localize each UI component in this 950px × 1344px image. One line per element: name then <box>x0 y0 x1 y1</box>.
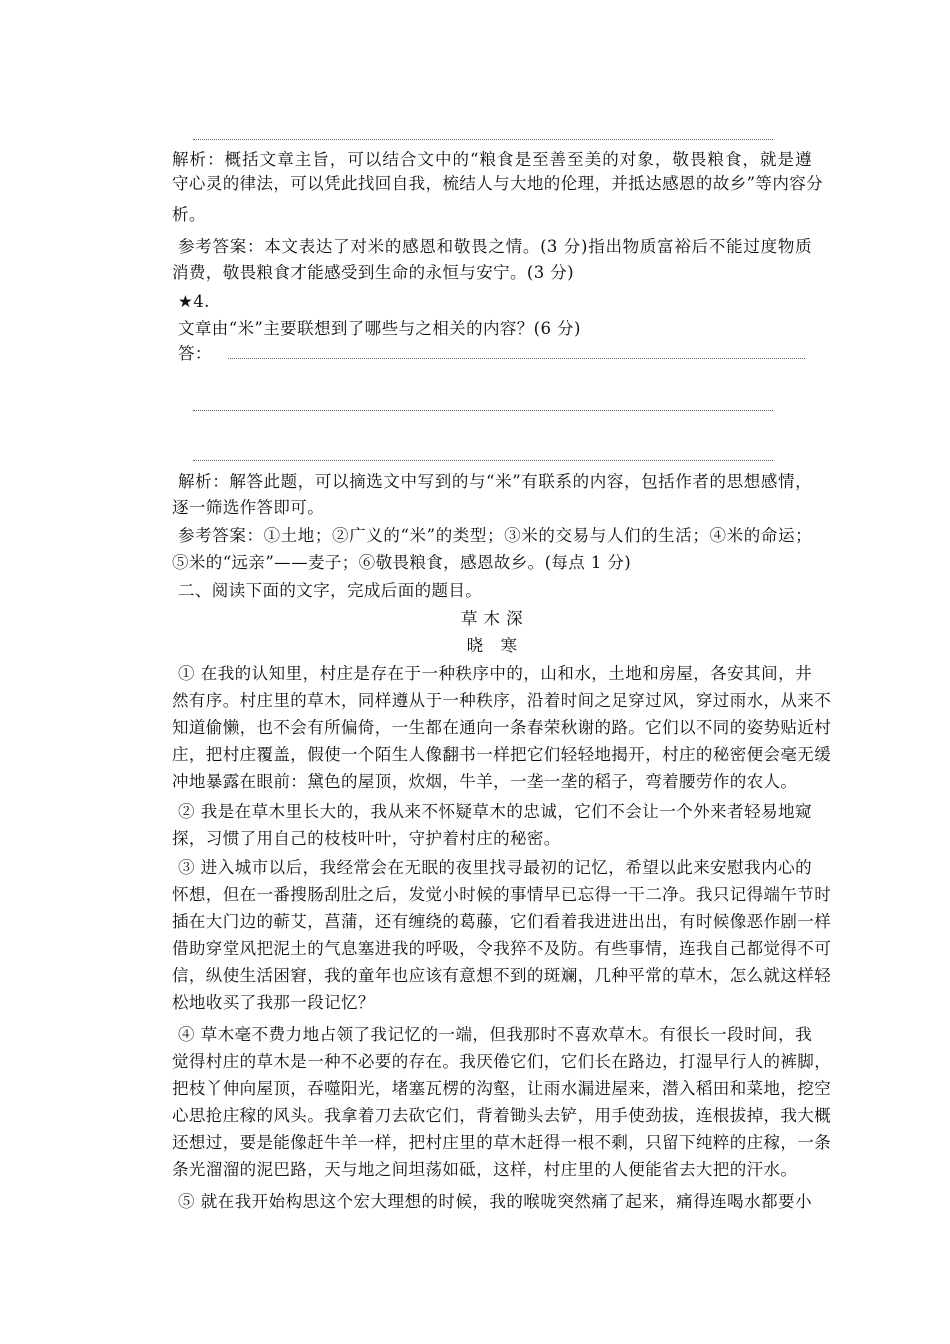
paragraph-line: 信，纵使生活困窘，我的童年也应该有意想不到的斑斓，几种平常的草木，怎么就这样轻 <box>172 966 832 985</box>
paragraph-line: 条光溜溜的泥巴路，天与地之间坦荡如砥，这样，村庄里的人便能省去大把的汗水。 <box>172 1160 798 1179</box>
article-title: 草 木 深 <box>461 609 523 628</box>
paragraph-line: ③ 进入城市以后，我经常会在无眠的夜里找寻最初的记忆，希望以此来安慰我内心的 <box>178 858 812 877</box>
analysis-line: 守心灵的律法，可以凭此找回自我，梳结人与大地的伦理，并抵达感恩的故乡”等内容分 <box>172 174 824 193</box>
paragraph-line: 探，习惯了用自己的枝枝叶叶，守护着村庄的秘密。 <box>172 829 561 848</box>
paragraph-line: 知道偷懒，也不会有所偏倚，一生都在通向一条春荣秋谢的路。它们以不同的姿势贴近村 <box>172 718 832 737</box>
paragraph-line: 怀想，但在一番搜肠刮肚之后，发觉小时候的事情早已忘得一干二净。我只记得端午节时 <box>172 885 832 904</box>
answer-dotted-line <box>193 139 773 140</box>
paragraph-line: 心思抢庄稼的风头。我拿着刀去砍它们，背着锄头去铲，用手使劲拔，连根拔掉，我大概 <box>172 1106 832 1125</box>
paragraph-line: ② 我是在草木里长大的，我从来不怀疑草木的忠诚，它们不会让一个外来者轻易地窥 <box>178 802 812 821</box>
paragraph-line: 然有序。村庄里的草木，同样遵从于一种秩序，沿着时间之足穿过风，穿过雨水，从来不 <box>172 691 832 710</box>
question-number: ★4. <box>178 292 210 311</box>
paragraph-line: 插在大门边的蕲艾，菖蒲，还有缠绕的葛藤，它们看着我进进出出，有时候像恶作剧一样 <box>172 912 832 931</box>
question-prompt: 文章由“米”主要联想到了哪些与之相关的内容？(6 分) <box>178 319 581 338</box>
answer-label: 答： <box>178 344 212 363</box>
analysis-line: 逐一筛选作答即可。 <box>172 498 325 517</box>
paragraph-line: 把枝丫伸向屋顶，吞噬阳光，堵塞瓦楞的沟壑，让雨水漏进屋来，潜入稻田和菜地，挖空 <box>172 1079 832 1098</box>
answer-line: ⑤米的“远亲”——麦子；⑥敬畏粮食，感恩故乡。(每点 1 分) <box>172 553 632 572</box>
paragraph-line: ① 在我的认知里，村庄是存在于一种秩序中的，山和水，土地和房屋，各安其间，井 <box>178 664 812 683</box>
paragraph-line: 冲地暴露在眼前：黛色的屋顶，炊烟，牛羊，一垄一垄的稻子，弯着腰劳作的农人。 <box>172 772 798 791</box>
paragraph-line: 松地收买了我那一段记忆？ <box>172 993 375 1012</box>
paragraph-line: 还想过，要是能像赶牛羊一样，把村庄里的草木赶得一根不剩，只留下纯粹的庄稼，一条 <box>172 1133 832 1152</box>
answer-line: 参考答案：本文表达了对米的感恩和敬畏之情。(3 分)指出物质富裕后不能过度物质 <box>178 237 812 256</box>
article-author: 晓 寒 <box>466 636 518 655</box>
section-instruction: 二、阅读下面的文字，完成后面的题目。 <box>178 581 483 600</box>
answer-line: 消费，敬畏粮食才能感受到生命的永恒与安宁。(3 分) <box>172 263 575 282</box>
paragraph-line: ④ 草木毫不费力地占领了我记忆的一端，但我那时不喜欢草木。有很长一段时间，我 <box>178 1025 812 1044</box>
analysis-line: 析。 <box>172 205 206 224</box>
answer-dotted-line <box>228 358 805 359</box>
paragraph-line: ⑤ 就在我开始构思这个宏大理想的时候，我的喉咙突然痛了起来，痛得连喝水都要小 <box>178 1192 812 1211</box>
analysis-line: 解析：解答此题，可以摘选文中写到的与“米”有联系的内容，包括作者的思想感情， <box>178 472 812 491</box>
paragraph-line: 借助穿堂风把泥土的气息塞进我的呼吸，令我猝不及防。有些事情，连我自己都觉得不可 <box>172 939 832 958</box>
analysis-line: 解析：概括文章主旨，可以结合文中的“粮食是至善至美的对象，敬畏粮食，就是遵 <box>172 150 812 169</box>
answer-dotted-line <box>193 410 773 411</box>
paragraph-line: 庄，把村庄覆盖，假使一个陌生人像翻书一样把它们轻轻地揭开，村庄的秘密便会毫无缓 <box>172 745 832 764</box>
paragraph-line: 觉得村庄的草木是一种不必要的存在。我厌倦它们，它们长在路边，打湿早行人的裤脚， <box>172 1052 832 1071</box>
answer-line: 参考答案：①土地；②广义的“米”的类型；③米的交易与人们的生活；④米的命运； <box>178 526 812 545</box>
answer-dotted-line <box>193 460 773 461</box>
